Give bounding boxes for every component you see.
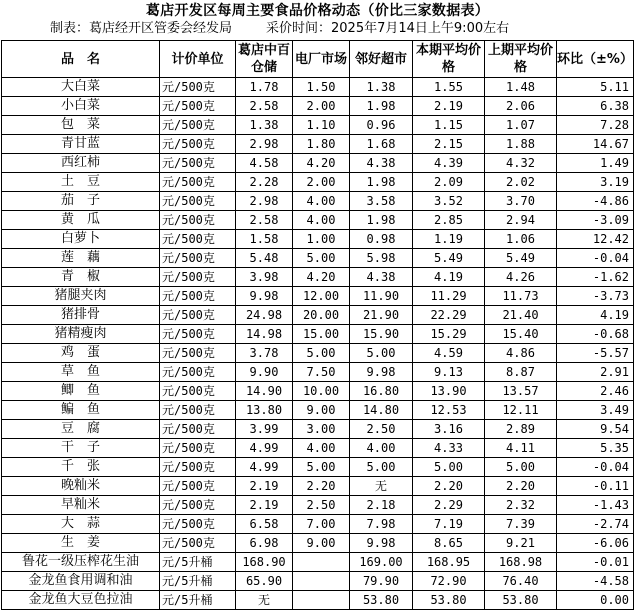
price-gd: 4.58	[236, 154, 293, 173]
avg-now: 72.90	[413, 572, 485, 591]
item-name: 土 豆	[2, 173, 160, 192]
table-row	[2, 173, 634, 192]
item-name: 猪精瘦肉	[2, 325, 160, 344]
unit: 元/500克	[160, 230, 236, 249]
price-dc: 2.50	[293, 496, 350, 515]
unit: 元/500克	[160, 268, 236, 287]
price-lh: 3.58	[350, 192, 413, 211]
col-header-avg-prev: 上期平均价格	[485, 41, 557, 78]
item-name: 生 姜	[2, 534, 160, 553]
table-row	[2, 534, 634, 553]
price-dc: 1.10	[293, 116, 350, 135]
collection-time: 采价时间：2025年7月14日上午9:00左右	[266, 21, 510, 36]
unit: 元/500克	[160, 401, 236, 420]
col-header-avg-now: 本期平均价格	[413, 41, 485, 78]
price-gd: 2.19	[236, 496, 293, 515]
ratio: 14.67	[557, 135, 634, 154]
ratio: 0.00	[557, 591, 634, 610]
table-row	[2, 477, 634, 496]
avg-now: 15.29	[413, 325, 485, 344]
table-row	[2, 496, 634, 515]
price-lh: 1.98	[350, 97, 413, 116]
price-lh: 21.90	[350, 306, 413, 325]
price-dc: 5.00	[293, 458, 350, 477]
ratio: -0.04	[557, 458, 634, 477]
table-row	[2, 192, 634, 211]
avg-now: 3.52	[413, 192, 485, 211]
price-dc: 9.00	[293, 534, 350, 553]
price-lh: 1.98	[350, 211, 413, 230]
price-lh: 4.00	[350, 439, 413, 458]
price-gd: 无	[236, 591, 293, 610]
avg-prev: 1.48	[485, 78, 557, 97]
avg-prev: 76.40	[485, 572, 557, 591]
unit: 元/500克	[160, 116, 236, 135]
item-name: 西红柿	[2, 154, 160, 173]
table-row	[2, 591, 634, 610]
unit: 元/500克	[160, 382, 236, 401]
price-lh: 53.80	[350, 591, 413, 610]
item-name: 猪腿夹肉	[2, 287, 160, 306]
table-row	[2, 420, 634, 439]
price-gd: 1.78	[236, 78, 293, 97]
avg-now: 2.20	[413, 477, 485, 496]
avg-prev: 2.02	[485, 173, 557, 192]
unit: 元/500克	[160, 534, 236, 553]
unit: 元/500克	[160, 439, 236, 458]
price-dc: 7.50	[293, 363, 350, 382]
avg-prev: 12.11	[485, 401, 557, 420]
price-dc: 4.00	[293, 192, 350, 211]
unit: 元/5升桶	[160, 591, 236, 610]
table-row	[2, 154, 634, 173]
avg-prev: 2.94	[485, 211, 557, 230]
ratio: -2.74	[557, 515, 634, 534]
avg-now: 2.09	[413, 173, 485, 192]
unit: 元/500克	[160, 249, 236, 268]
ratio: -0.01	[557, 553, 634, 572]
price-gd: 4.99	[236, 458, 293, 477]
item-name: 青 椒	[2, 268, 160, 287]
price-gd: 1.58	[236, 230, 293, 249]
table-row	[2, 230, 634, 249]
price-lh: 11.90	[350, 287, 413, 306]
ratio: 5.35	[557, 439, 634, 458]
avg-prev: 13.57	[485, 382, 557, 401]
price-dc: 2.20	[293, 477, 350, 496]
col-header-ratio: 环比（±%）	[557, 41, 634, 78]
ratio: -1.62	[557, 268, 634, 287]
item-name: 黄 瓜	[2, 211, 160, 230]
price-lh: 1.98	[350, 173, 413, 192]
price-dc: 2.00	[293, 173, 350, 192]
price-dc	[293, 553, 350, 572]
unit: 元/500克	[160, 477, 236, 496]
price-gd: 13.80	[236, 401, 293, 420]
price-gd: 3.99	[236, 420, 293, 439]
price-dc: 7.00	[293, 515, 350, 534]
price-gd: 65.90	[236, 572, 293, 591]
price-lh: 15.90	[350, 325, 413, 344]
col-header-lh: 邻好超市	[350, 41, 413, 78]
item-name: 早籼米	[2, 496, 160, 515]
avg-now: 1.15	[413, 116, 485, 135]
price-gd: 2.28	[236, 173, 293, 192]
unit: 元/500克	[160, 325, 236, 344]
price-dc: 3.00	[293, 420, 350, 439]
price-lh: 2.18	[350, 496, 413, 515]
table-row	[2, 363, 634, 382]
unit: 元/500克	[160, 496, 236, 515]
price-dc: 5.00	[293, 344, 350, 363]
price-lh: 9.98	[350, 534, 413, 553]
table-row	[2, 401, 634, 420]
item-name: 豆 腐	[2, 420, 160, 439]
avg-prev: 15.40	[485, 325, 557, 344]
table-row	[2, 325, 634, 344]
table-row	[2, 382, 634, 401]
item-name: 鳊 鱼	[2, 401, 160, 420]
price-lh: 0.98	[350, 230, 413, 249]
price-gd: 9.98	[236, 287, 293, 306]
ratio: 3.19	[557, 173, 634, 192]
table-row	[2, 458, 634, 477]
item-name: 大白菜	[2, 78, 160, 97]
unit: 元/500克	[160, 173, 236, 192]
unit: 元/500克	[160, 211, 236, 230]
avg-now: 53.80	[413, 591, 485, 610]
col-header-name: 品 名	[2, 41, 160, 78]
avg-now: 12.53	[413, 401, 485, 420]
price-dc: 10.00	[293, 382, 350, 401]
ratio: 3.49	[557, 401, 634, 420]
avg-prev: 4.11	[485, 439, 557, 458]
price-dc: 4.00	[293, 211, 350, 230]
price-lh: 2.50	[350, 420, 413, 439]
avg-now: 22.29	[413, 306, 485, 325]
avg-prev: 1.06	[485, 230, 557, 249]
table-row	[2, 439, 634, 458]
avg-prev: 8.87	[485, 363, 557, 382]
unit: 元/500克	[160, 420, 236, 439]
price-dc	[293, 572, 350, 591]
item-name: 金龙鱼食用调和油	[2, 572, 160, 591]
ratio: 12.42	[557, 230, 634, 249]
item-name: 鸡 蛋	[2, 344, 160, 363]
price-gd: 2.98	[236, 135, 293, 154]
table-row	[2, 287, 634, 306]
ratio: -4.86	[557, 192, 634, 211]
table-row	[2, 211, 634, 230]
price-lh: 4.38	[350, 268, 413, 287]
ratio: 5.11	[557, 78, 634, 97]
avg-now: 2.29	[413, 496, 485, 515]
unit: 元/500克	[160, 78, 236, 97]
price-lh: 4.38	[350, 154, 413, 173]
item-name: 晚籼米	[2, 477, 160, 496]
price-lh: 5.00	[350, 344, 413, 363]
price-dc: 20.00	[293, 306, 350, 325]
item-name: 草 鱼	[2, 363, 160, 382]
price-lh: 14.80	[350, 401, 413, 420]
price-dc: 9.00	[293, 401, 350, 420]
table-row	[2, 306, 634, 325]
avg-prev: 2.89	[485, 420, 557, 439]
unit: 元/5升桶	[160, 572, 236, 591]
avg-prev: 4.86	[485, 344, 557, 363]
avg-now: 4.59	[413, 344, 485, 363]
maker-label: 制表：葛店经开区管委会经发局	[50, 21, 233, 36]
avg-now: 5.49	[413, 249, 485, 268]
item-name: 千 张	[2, 458, 160, 477]
avg-prev: 5.49	[485, 249, 557, 268]
ratio: -3.09	[557, 211, 634, 230]
item-name: 小白菜	[2, 97, 160, 116]
price-lh: 5.98	[350, 249, 413, 268]
unit: 元/500克	[160, 344, 236, 363]
avg-now: 8.65	[413, 534, 485, 553]
ratio: -5.57	[557, 344, 634, 363]
ratio: 4.19	[557, 306, 634, 325]
unit: 元/500克	[160, 363, 236, 382]
item-name: 莲 藕	[2, 249, 160, 268]
table-row	[2, 97, 634, 116]
price-dc: 12.00	[293, 287, 350, 306]
avg-prev: 7.39	[485, 515, 557, 534]
avg-now: 13.90	[413, 382, 485, 401]
table-row	[2, 135, 634, 154]
avg-now: 2.15	[413, 135, 485, 154]
page-title: 葛店开发区每周主要食品价格动态（价比三家数据表）	[145, 3, 490, 19]
avg-now: 4.33	[413, 439, 485, 458]
price-gd: 2.19	[236, 477, 293, 496]
item-name: 鲫 鱼	[2, 382, 160, 401]
item-name: 干 子	[2, 439, 160, 458]
price-gd: 3.98	[236, 268, 293, 287]
avg-now: 2.19	[413, 97, 485, 116]
table-row	[2, 268, 634, 287]
avg-now: 5.00	[413, 458, 485, 477]
ratio: -6.06	[557, 534, 634, 553]
table-row	[2, 344, 634, 363]
avg-prev: 168.98	[485, 553, 557, 572]
header-row	[2, 41, 634, 78]
item-name: 青甘蓝	[2, 135, 160, 154]
avg-now: 11.29	[413, 287, 485, 306]
ratio: -0.68	[557, 325, 634, 344]
price-dc: 1.80	[293, 135, 350, 154]
avg-now: 4.39	[413, 154, 485, 173]
item-name: 猪排骨	[2, 306, 160, 325]
unit: 元/500克	[160, 515, 236, 534]
price-lh: 1.38	[350, 78, 413, 97]
ratio: 1.49	[557, 154, 634, 173]
price-gd: 24.98	[236, 306, 293, 325]
price-lh: 7.98	[350, 515, 413, 534]
avg-prev: 1.88	[485, 135, 557, 154]
avg-now: 1.55	[413, 78, 485, 97]
price-table	[1, 40, 634, 610]
col-header-unit: 计价单位	[160, 41, 236, 78]
price-gd: 2.58	[236, 97, 293, 116]
price-gd: 9.90	[236, 363, 293, 382]
avg-now: 1.19	[413, 230, 485, 249]
item-name: 金龙鱼大豆色拉油	[2, 591, 160, 610]
price-gd: 168.90	[236, 553, 293, 572]
avg-prev: 53.80	[485, 591, 557, 610]
avg-prev: 9.21	[485, 534, 557, 553]
price-gd: 3.78	[236, 344, 293, 363]
ratio: -3.73	[557, 287, 634, 306]
avg-now: 4.19	[413, 268, 485, 287]
price-lh: 无	[350, 477, 413, 496]
table-row	[2, 553, 634, 572]
ratio: -1.43	[557, 496, 634, 515]
avg-now: 9.13	[413, 363, 485, 382]
avg-now: 2.85	[413, 211, 485, 230]
avg-now: 3.16	[413, 420, 485, 439]
price-dc: 4.20	[293, 268, 350, 287]
table-row	[2, 515, 634, 534]
item-name: 白萝卜	[2, 230, 160, 249]
avg-prev: 3.70	[485, 192, 557, 211]
price-gd: 2.58	[236, 211, 293, 230]
item-name: 茄 子	[2, 192, 160, 211]
avg-prev: 4.26	[485, 268, 557, 287]
price-dc: 4.20	[293, 154, 350, 173]
price-dc: 5.00	[293, 249, 350, 268]
price-gd: 14.90	[236, 382, 293, 401]
price-gd: 6.98	[236, 534, 293, 553]
table-row	[2, 116, 634, 135]
price-dc: 1.50	[293, 78, 350, 97]
ratio: -0.04	[557, 249, 634, 268]
unit: 元/500克	[160, 192, 236, 211]
ratio: 2.46	[557, 382, 634, 401]
avg-prev: 2.06	[485, 97, 557, 116]
unit: 元/500克	[160, 287, 236, 306]
avg-prev: 5.00	[485, 458, 557, 477]
unit: 元/500克	[160, 306, 236, 325]
price-dc: 2.00	[293, 97, 350, 116]
table-row	[2, 572, 634, 591]
price-gd: 1.38	[236, 116, 293, 135]
col-header-dc: 电厂市场	[293, 41, 350, 78]
price-lh: 0.96	[350, 116, 413, 135]
meta-line	[50, 21, 509, 37]
price-lh: 1.68	[350, 135, 413, 154]
avg-now: 168.95	[413, 553, 485, 572]
price-lh: 169.00	[350, 553, 413, 572]
price-lh: 16.80	[350, 382, 413, 401]
ratio: -0.11	[557, 477, 634, 496]
avg-prev: 2.20	[485, 477, 557, 496]
price-gd: 6.58	[236, 515, 293, 534]
table-row	[2, 78, 634, 97]
unit: 元/500克	[160, 458, 236, 477]
item-name: 包 菜	[2, 116, 160, 135]
price-lh: 9.98	[350, 363, 413, 382]
price-gd: 2.98	[236, 192, 293, 211]
avg-prev: 4.32	[485, 154, 557, 173]
price-lh: 5.00	[350, 458, 413, 477]
col-header-gd: 葛店中百仓储	[236, 41, 293, 78]
unit: 元/500克	[160, 154, 236, 173]
avg-prev: 2.32	[485, 496, 557, 515]
avg-prev: 1.07	[485, 116, 557, 135]
item-name: 鲁花一级压榨花生油	[2, 553, 160, 572]
price-dc: 1.00	[293, 230, 350, 249]
ratio: -4.58	[557, 572, 634, 591]
ratio: 2.91	[557, 363, 634, 382]
price-dc: 4.00	[293, 439, 350, 458]
avg-prev: 21.40	[485, 306, 557, 325]
price-lh: 79.90	[350, 572, 413, 591]
price-dc	[293, 591, 350, 610]
ratio: 6.38	[557, 97, 634, 116]
unit: 元/500克	[160, 97, 236, 116]
avg-now: 7.19	[413, 515, 485, 534]
price-dc: 15.00	[293, 325, 350, 344]
ratio: 9.54	[557, 420, 634, 439]
item-name: 大 蒜	[2, 515, 160, 534]
ratio: 7.28	[557, 116, 634, 135]
table-row	[2, 249, 634, 268]
price-gd: 4.99	[236, 439, 293, 458]
price-gd: 5.48	[236, 249, 293, 268]
unit: 元/500克	[160, 135, 236, 154]
price-gd: 14.98	[236, 325, 293, 344]
unit: 元/5升桶	[160, 553, 236, 572]
avg-prev: 11.73	[485, 287, 557, 306]
